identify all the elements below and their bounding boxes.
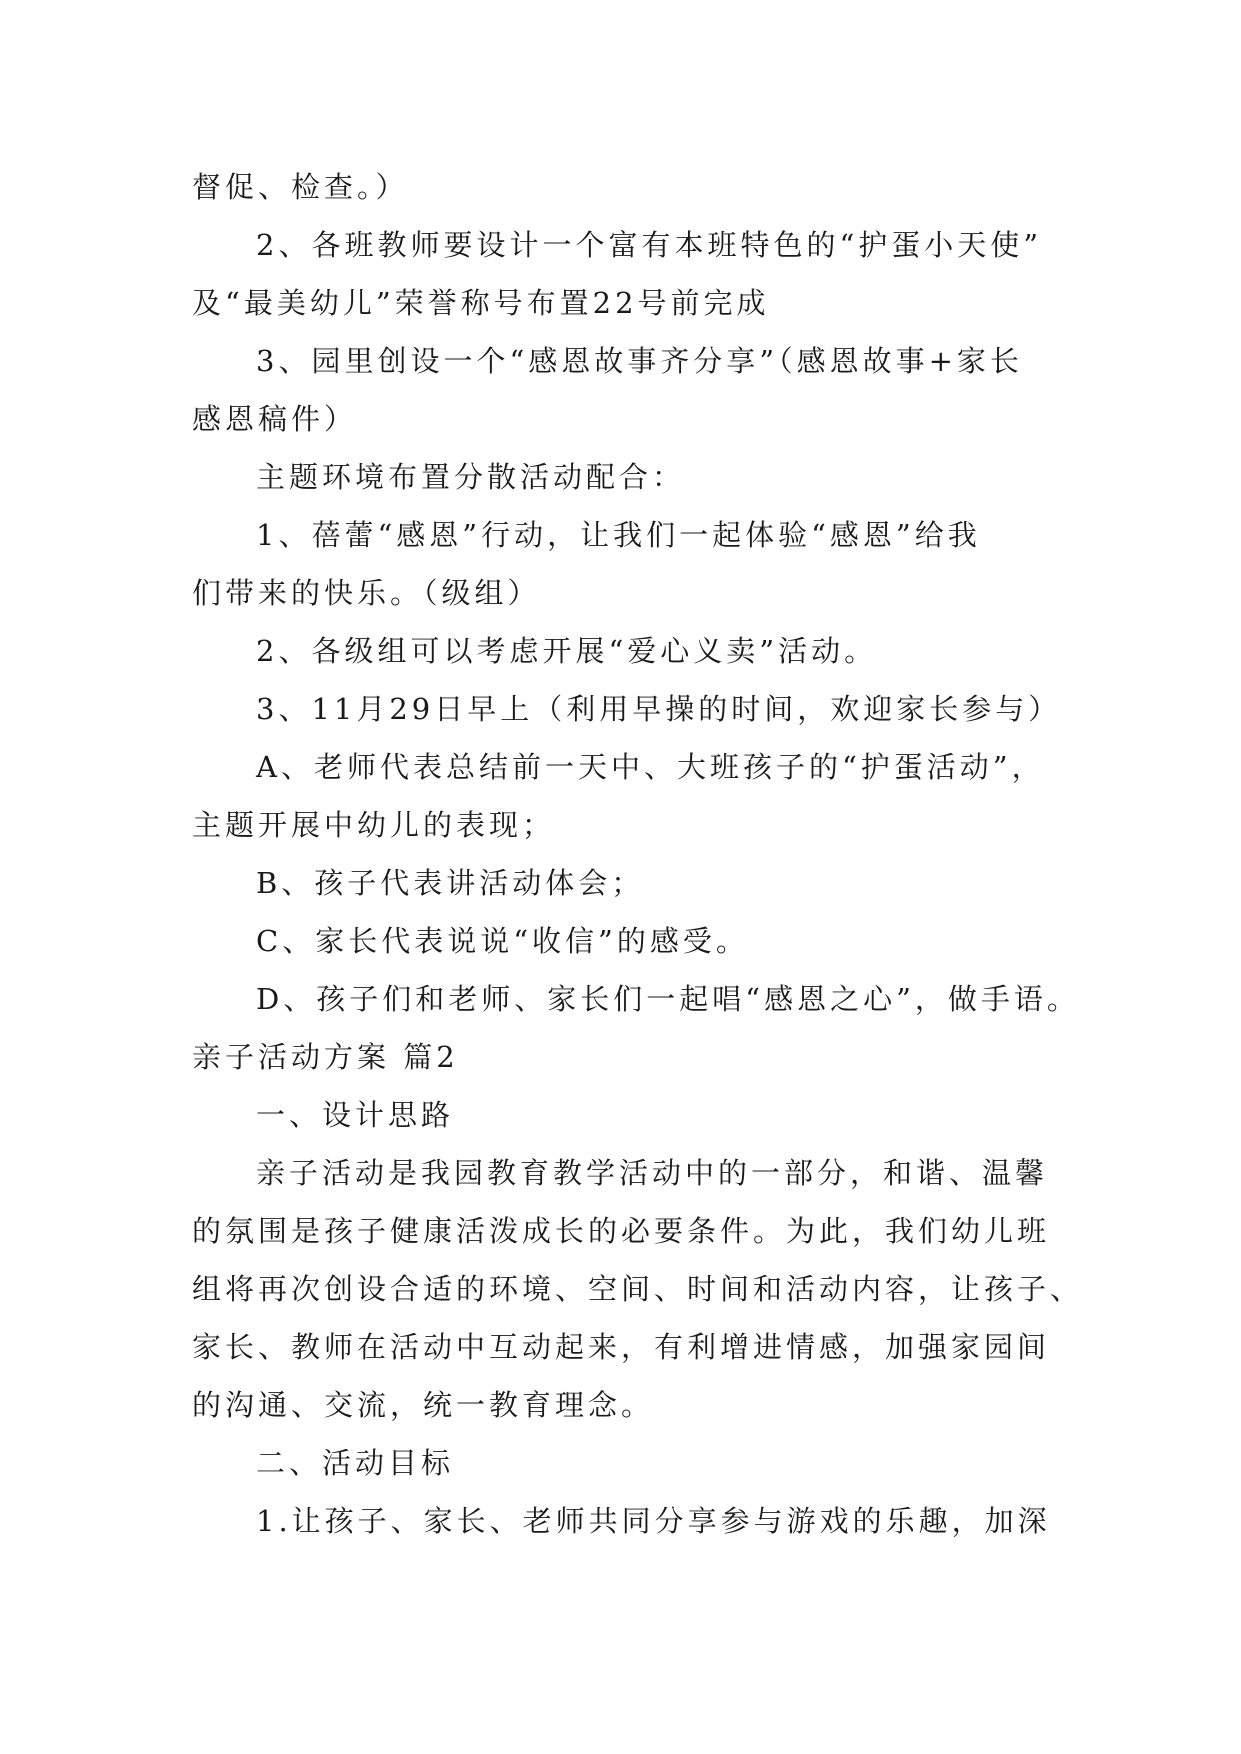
text-line: 3、11月29日早上（利用早操的时间，欢迎家长参与） (256, 692, 1062, 726)
text-line: 亲子活动是我园教育教学活动中的一部分，和谐、温馨 (256, 1156, 1049, 1190)
document-title: 亲子活动方案 篇2 (192, 1040, 459, 1074)
text-line: 家长、教师在活动中互动起来，有利增进情感，加强家园间 (192, 1330, 1051, 1364)
text-line: 3、园里创设一个“感恩故事齐分享”（感恩故事+家长 (256, 344, 1023, 378)
section-heading: 一、设计思路 (256, 1098, 455, 1132)
text-line: 1、蓓蕾“感恩”行动，让我们一起体验“感恩”给我 (256, 518, 981, 552)
section-heading: 主题环境布置分散活动配合： (256, 460, 686, 494)
text-line: B、孩子代表讲活动体会； (256, 866, 645, 900)
text-line: 组将再次创设合适的环境、空间、时间和活动内容，让孩子、 (192, 1272, 1084, 1306)
text-line: 督促、检查。） (192, 170, 409, 204)
text-line: 2、各级组可以考虑开展“爱心义卖”活动。 (256, 634, 878, 668)
text-line: 1.让孩子、家长、老师共同分享参与游戏的乐趣，加深 (256, 1504, 1051, 1538)
text-line: 主题开展中幼儿的表现； (192, 808, 556, 842)
text-line: 2、各班教师要设计一个富有本班特色的“护蛋小天使” (256, 228, 1043, 262)
text-line: 们带来的快乐。（级组） (192, 576, 541, 610)
text-line: 及“最美幼儿”荣誉称号布置22号前完成 (192, 286, 770, 320)
document-body (192, 158, 1084, 1550)
text-line: 的沟通、交流，统一教育理念。 (192, 1388, 655, 1422)
text-line: D、孩子们和老师、家长们一起唱“感恩之心”，做手语。 (256, 982, 1080, 1016)
text-line: A、老师代表总结前一天中、大班孩子的“护蛋活动”， (256, 750, 1045, 784)
section-heading: 二、活动目标 (256, 1446, 455, 1480)
text-line: 的氛围是孩子健康活泼成长的必要条件。为此，我们幼儿班 (192, 1214, 1051, 1248)
text-line: C、家长代表说说“收信”的感受。 (256, 924, 749, 958)
text-line: 感恩稿件） (192, 402, 358, 436)
